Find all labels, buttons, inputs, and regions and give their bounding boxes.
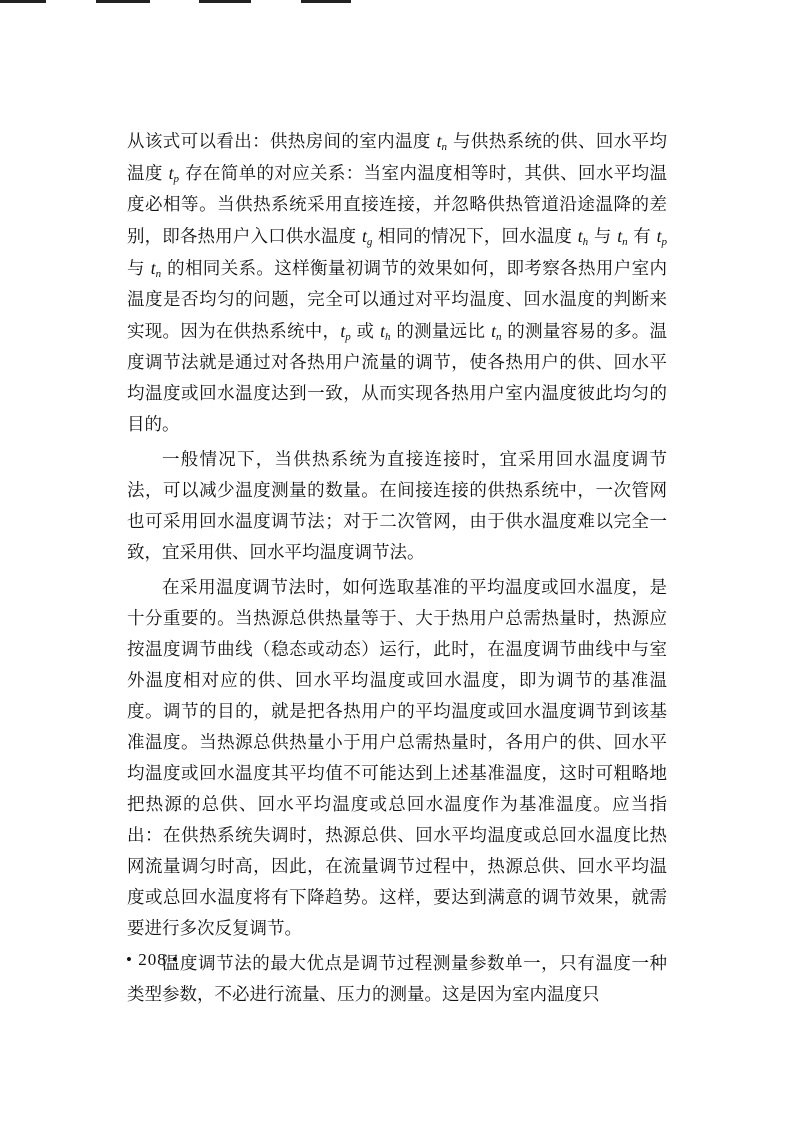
variable-subscript: p bbox=[345, 331, 351, 343]
text-run: 温度调节法的最大优点是调节过程测量参数单一，只有温度一种类型参数，不必进行流量、压力的测量。这是因为室内温度只 bbox=[127, 954, 667, 1005]
variable-subscript: p bbox=[661, 236, 667, 248]
paragraph-4 bbox=[127, 949, 667, 1011]
paragraph-2 bbox=[127, 445, 667, 569]
text-run: 的测量容易的多。温度调节法就是通过对各热用户流量的调节，使各热用户的供、回水平均温度或回水温度达到一致，从而实现各热用户室内温度彼此均匀的目的。 bbox=[127, 322, 667, 435]
variable-symbol: t bbox=[617, 226, 623, 246]
math-variable bbox=[362, 226, 372, 246]
text-run: 一般情况下，当供热系统为直接连接时，宜采用回水温度调节法，可以减少温度测量的数量。在间接连接的供热系统中，一次管网也可采用回水温度调节法；对于二次管网，由于供水温度难以完全一致，宜采用供、回水平均温度调节法。 bbox=[127, 450, 667, 563]
variable-symbol: t bbox=[577, 226, 583, 246]
page-number: • 208 • bbox=[126, 950, 179, 969]
math-variable bbox=[657, 226, 667, 246]
math-variable bbox=[578, 226, 588, 246]
variable-subscript: n bbox=[441, 141, 448, 153]
variable-symbol: t bbox=[340, 321, 346, 341]
paragraph-1 bbox=[127, 126, 667, 441]
text-run: 的测量远比 bbox=[390, 322, 492, 342]
page-body bbox=[127, 126, 667, 1011]
math-variable bbox=[437, 131, 447, 151]
variable-symbol: t bbox=[361, 226, 367, 246]
variable-subscript: p bbox=[173, 173, 180, 185]
math-variable bbox=[340, 321, 350, 341]
top-rule-3 bbox=[199, 0, 251, 3]
math-variable bbox=[151, 258, 161, 278]
text-run: 在采用温度调节法时，如何选取基准的平均温度或回水温度，是十分重要的。当热源总供热量等于、大于热用户总需热量时，热源应按温度调节曲线（稳态或动态）运行，此时，在温度调节曲线中与室外温度相对应的供、回水平均温度或回水温度，即为调节的基准温度。调节的目的，就是把各热用户的平均温度或回水温度调节到该基准温度。当热源总供热量小于用户总需热量时，各用户的供、回水平均温度或回水温度其平均值不可能达到上述基准温度，这时可粗略地把热源的总供、回水平均温度或总回水温度作为基准温度。应当指出：在供热系统失调时，热源总供、回水平均温度或总回水温度比热网流量调匀时高，因此，在流量调节过程中，热源总供、回水平均温度或总回水温度将有下降趋势。这样，要达到满意的调节效果，就需要进行多次反复调节。 bbox=[127, 578, 667, 939]
text-run: 存在简单的对应关系：当室内温度相等时，其供、回水平均温度必相等。当供热系统采用直接连接，并忽略供热管道沿途温降的差别，即各热用户入口供水温度 bbox=[127, 164, 667, 247]
text-run: 有 bbox=[627, 227, 657, 247]
text-run: 与 bbox=[127, 259, 151, 279]
math-variable bbox=[380, 321, 390, 341]
variable-subscript: h bbox=[385, 331, 391, 343]
variable-symbol: t bbox=[168, 163, 174, 183]
top-rule-4 bbox=[301, 0, 351, 3]
text-run: 的相同关系。这样衡量初调节的效果如何，即考察各热用户室内温度是否均匀的问题，完全可以通过对平均温度、回水温度的判断来实现。因为在供热系统中， bbox=[127, 259, 667, 342]
variable-subscript: n bbox=[622, 236, 628, 248]
variable-subscript: g bbox=[366, 236, 373, 248]
text-run: 与 bbox=[588, 227, 618, 247]
text-run: 与供热系统的供、回水平均温度 bbox=[127, 132, 668, 184]
variable-symbol: t bbox=[491, 321, 496, 341]
variable-symbol: t bbox=[656, 226, 662, 246]
top-rule-1 bbox=[0, 0, 46, 3]
variable-subscript: n bbox=[495, 331, 502, 343]
variable-symbol: t bbox=[436, 131, 442, 151]
variable-subscript: n bbox=[155, 268, 162, 280]
variable-symbol: t bbox=[150, 258, 156, 278]
variable-symbol: t bbox=[380, 321, 386, 341]
text-run: 或 bbox=[350, 322, 381, 342]
top-rule-2 bbox=[96, 0, 150, 3]
paragraph-3 bbox=[127, 573, 667, 945]
variable-subscript: h bbox=[582, 236, 589, 248]
math-variable bbox=[169, 163, 179, 183]
text-run: 从该式可以看出：供热房间的室内温度 bbox=[127, 132, 437, 152]
math-variable bbox=[617, 226, 627, 246]
text-run: 相同的情况下，回水温度 bbox=[372, 227, 578, 247]
math-variable bbox=[491, 321, 501, 341]
